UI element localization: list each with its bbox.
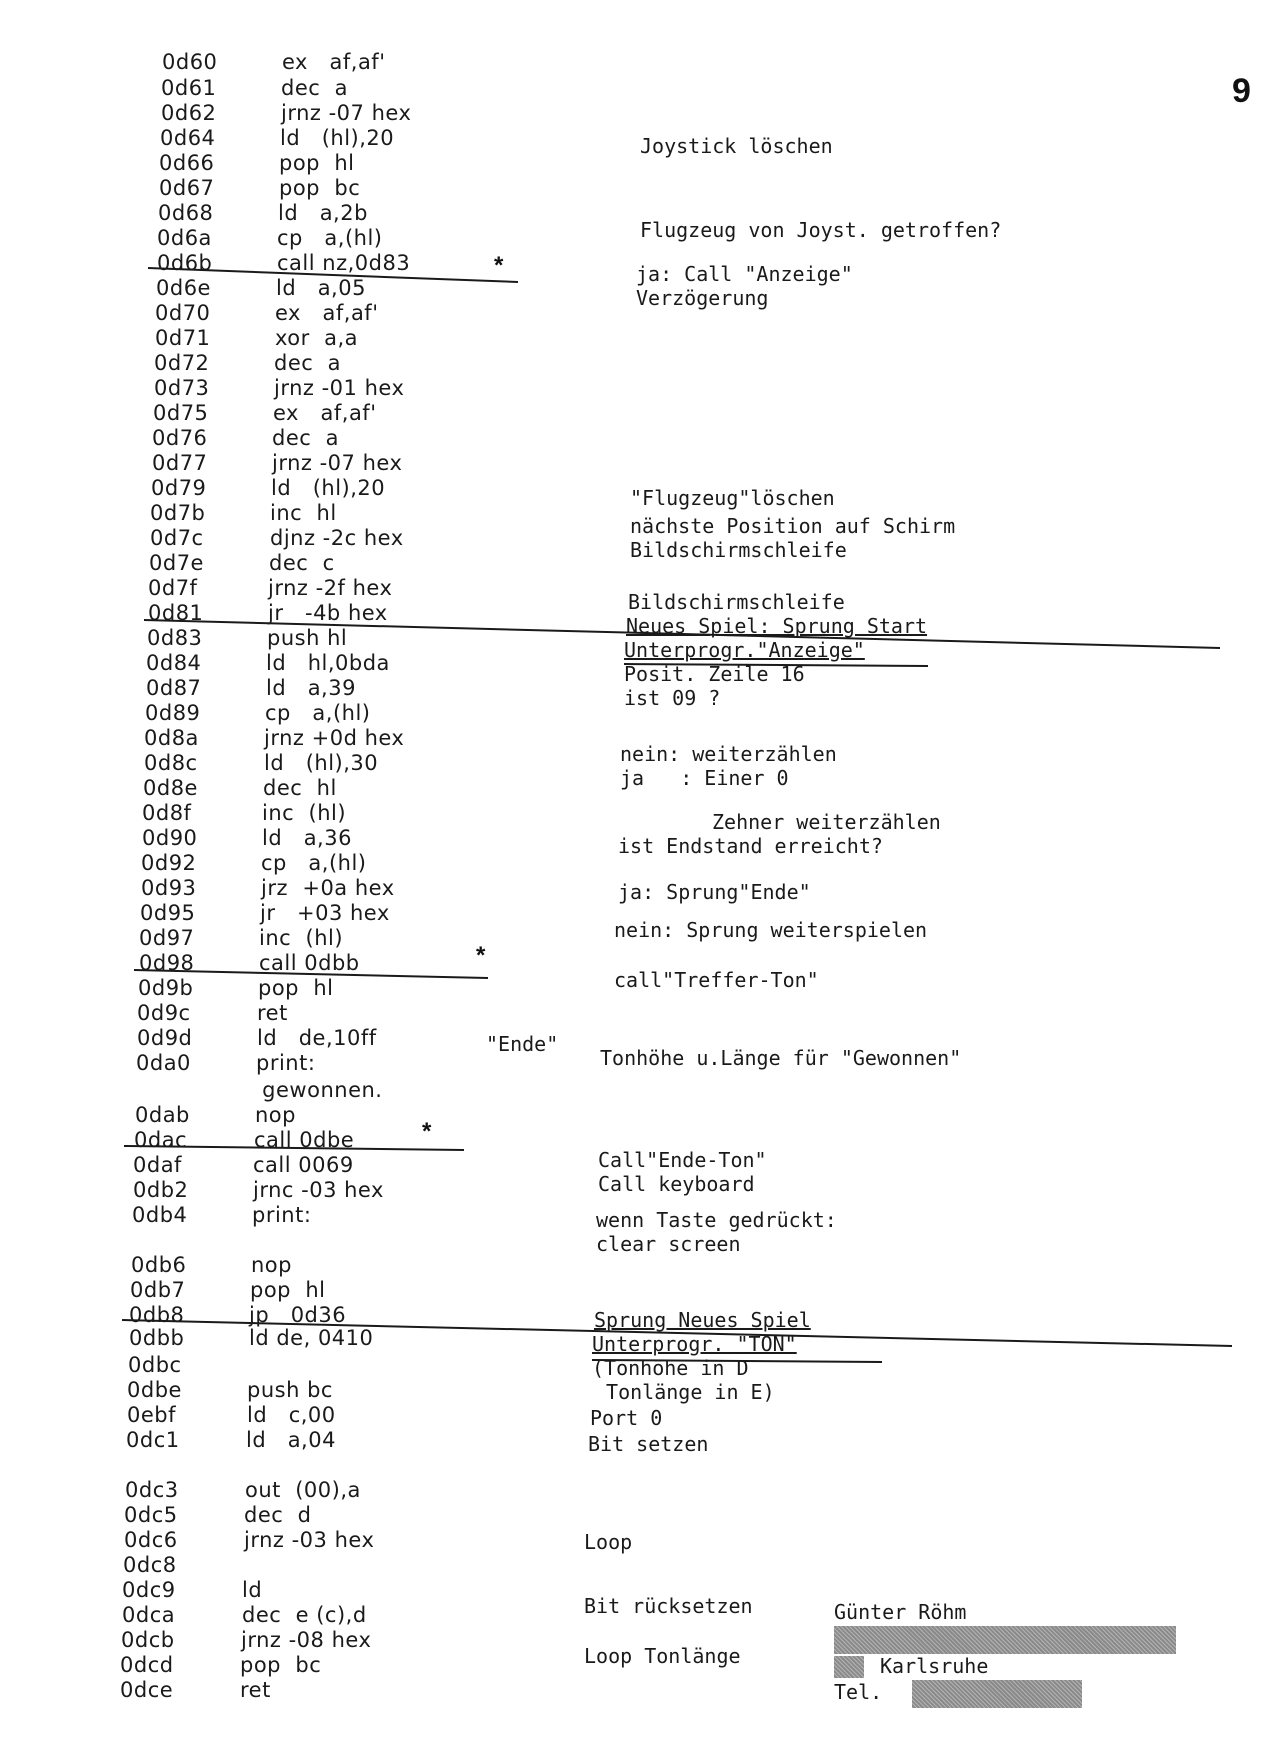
ende-label: "Ende" [486, 1032, 559, 1056]
comment-bit-setzen: Bit setzen [588, 1432, 709, 1456]
comment-ist-09: ist 09 ? [624, 686, 721, 710]
listing-address: 0d7f [148, 576, 198, 600]
listing-instruction: dec c [269, 551, 335, 575]
listing-address: 0d7c [150, 526, 204, 550]
listing-instruction: print: [256, 1051, 316, 1075]
comment-nein-weiterzaehlen: nein: weiterzählen [620, 742, 837, 766]
listing-instruction: cp a,(hl) [261, 851, 367, 875]
listing-address: 0d8f [142, 801, 192, 825]
comment-neues-spiel: Neues Spiel: Sprung Start [626, 614, 928, 638]
listing-address: 0dc8 [123, 1553, 177, 1577]
listing-instruction: ex af,af' [282, 50, 386, 74]
listing-instruction: ld a,05 [276, 276, 366, 300]
listing-instruction: ld (hl),20 [280, 126, 395, 150]
listing-address: 0db6 [131, 1253, 187, 1277]
comment-bildschirmschleife-1: Bildschirmschleife [630, 538, 847, 562]
comment-naechste-position: nächste Position auf Schirm [630, 514, 956, 538]
listing-instruction: ld hl,0bda [266, 651, 390, 675]
listing-address: 0d9c [137, 1001, 191, 1025]
listing-instruction: ld a,36 [262, 826, 352, 850]
listing-instruction: xor a,a [275, 326, 359, 350]
listing-address: 0d75 [153, 401, 209, 425]
listing-address: 0d61 [161, 76, 217, 100]
listing-instruction: nop [255, 1103, 296, 1127]
listing-address: 0dcd [120, 1653, 174, 1677]
listing-address: 0dbc [128, 1353, 182, 1377]
comment-flugzeug-loeschen: "Flugzeug"löschen [630, 486, 835, 510]
listing-instruction: jrnz -2f hex [268, 576, 393, 600]
comment-zehner: Zehner weiterzählen [712, 810, 941, 834]
comment-loop: Loop [584, 1530, 633, 1554]
listing-address: 0d90 [142, 826, 198, 850]
listing-instruction: dec a [272, 426, 340, 450]
listing-instruction: ld a,04 [246, 1428, 336, 1452]
listing-instruction: dec hl [263, 776, 337, 800]
listing-address: 0d6b [157, 251, 213, 275]
listing-instruction: inc (hl) [262, 801, 347, 825]
listing-instruction: ld de,10ff [257, 1026, 377, 1050]
comment-port-0: Port 0 [590, 1406, 663, 1430]
listing-address: 0d66 [159, 151, 215, 175]
listing-instruction: ld c,00 [247, 1403, 336, 1427]
comment-call-keyboard: Call keyboard [598, 1172, 755, 1196]
comment-posit-zeile: Posit. Zeile 16 [624, 662, 805, 686]
listing-instruction: jrnz -03 hex [244, 1528, 375, 1552]
listing-address: 0dc9 [122, 1578, 176, 1602]
listing-address: 0dc3 [125, 1478, 179, 1502]
comment-bit-ruecksetzen: Bit rücksetzen [584, 1594, 753, 1618]
listing-instruction: cp a,(hl) [265, 701, 371, 725]
listing-address: 0d70 [155, 301, 211, 325]
listing-address: 0dbb [129, 1326, 185, 1350]
listing-instruction: ld de, 0410 [249, 1326, 374, 1350]
listing-instruction: call 0dbe [254, 1128, 355, 1152]
listing-instruction: print: [252, 1203, 312, 1227]
listing-address: 0dce [120, 1678, 174, 1702]
listing-address: 0d76 [152, 426, 208, 450]
comment-treffer-ton: call"Treffer-Ton" [614, 968, 819, 992]
listing-address: 0db2 [133, 1178, 189, 1202]
listing-address: 0d89 [145, 701, 201, 725]
comment-tonhoehe-d: (Tonhöhe in D [592, 1356, 749, 1380]
listing-address: 0d79 [151, 476, 207, 500]
listing-address: 0d8e [143, 776, 198, 800]
listing-instruction: ld a,2b [278, 201, 368, 225]
comment-call-anzeige: ja: Call "Anzeige" [636, 262, 853, 286]
listing-address: 0db7 [130, 1278, 186, 1302]
listing-address: 0dc5 [124, 1503, 178, 1527]
comment-unterprogr-anzeige: Unterprogr."Anzeige" [624, 638, 865, 662]
comment-taste-gedrueckt: wenn Taste gedrückt: [596, 1208, 837, 1232]
listing-address: 0d87 [146, 676, 202, 700]
listing-instruction: ld a,39 [266, 676, 356, 700]
listing-instruction: jr +03 hex [260, 901, 390, 925]
listing-address: 0dcb [121, 1628, 175, 1652]
listing-address: 0ebf [127, 1403, 177, 1427]
listing-instruction: jrnz -07 hex [281, 101, 412, 125]
listing-instruction: jrnz -08 hex [241, 1628, 372, 1652]
listing-instruction: out (00),a [245, 1478, 361, 1502]
listing-instruction: jrnz +0d hex [264, 726, 405, 750]
listing-instruction: call nz,0d83 [277, 251, 411, 275]
listing-address: 0d6a [157, 226, 212, 250]
listing-address: 0d93 [141, 876, 197, 900]
listing-instruction: call 0069 [253, 1153, 354, 1177]
listing-address: 0d72 [154, 351, 210, 375]
listing-instruction: cp a,(hl) [277, 226, 383, 250]
listing-instruction: pop bc [240, 1653, 322, 1677]
listing-instruction: dec a [281, 76, 349, 100]
listing-address: 0dab [135, 1103, 190, 1127]
author-tel-label: Tel. [834, 1680, 883, 1704]
comment-getroffen: Flugzeug von Joyst. getroffen? [640, 218, 1002, 242]
marker-asterisk-1: * [494, 252, 504, 279]
listing-instruction: jr -4b hex [268, 601, 388, 625]
listing-instruction: gewonnen. [255, 1078, 383, 1102]
listing-address: 0d8a [144, 726, 199, 750]
listing-instruction: jrz +0a hex [261, 876, 395, 900]
listing-instruction: pop hl [258, 976, 334, 1000]
listing-address: 0d92 [141, 851, 197, 875]
listing-address: 0daf [133, 1153, 182, 1177]
listing-instruction: jrnc -03 hex [253, 1178, 384, 1202]
listing-instruction: ex af,af' [273, 401, 377, 425]
listing-address: 0da0 [136, 1051, 191, 1075]
listing-instruction: nop [251, 1253, 292, 1277]
listing-address: 0dc1 [126, 1428, 180, 1452]
listing-instruction: pop hl [279, 151, 355, 175]
listing-instruction: ret [240, 1678, 271, 1702]
listing-instruction: dec e (c),d [242, 1603, 367, 1627]
comment-clear-screen: clear screen [596, 1232, 741, 1256]
page-number: 9 [1232, 72, 1251, 110]
comment-loop-tonlaenge: Loop Tonlänge [584, 1644, 741, 1668]
listing-address: 0d7e [149, 551, 204, 575]
marker-asterisk-3: * [422, 1118, 432, 1145]
listing-address: 0d95 [140, 901, 196, 925]
listing-instruction: push bc [247, 1378, 333, 1402]
comment-joystick-loeschen: Joystick löschen [640, 134, 833, 158]
listing-address: 0d98 [139, 951, 195, 975]
listing-address: 0d60 [162, 50, 218, 74]
listing-instruction: jrnz -01 hex [274, 376, 405, 400]
listing-address: 0dc6 [124, 1528, 178, 1552]
listing-instruction: pop bc [279, 176, 361, 200]
listing-instruction: push hl [267, 626, 348, 650]
marker-asterisk-2: * [476, 942, 486, 969]
listing-instruction: djnz -2c hex [270, 526, 404, 550]
listing-address: 0dca [122, 1603, 176, 1627]
listing-address: 0d67 [159, 176, 215, 200]
listing-address: 0d9d [137, 1026, 193, 1050]
listing-instruction: jrnz -07 hex [272, 451, 403, 475]
listing-instruction: inc (hl) [259, 926, 344, 950]
listing-instruction: call 0dbb [259, 951, 360, 975]
listing-instruction: ld (hl),20 [271, 476, 386, 500]
listing-address: 0d68 [158, 201, 214, 225]
listing-address: 0db4 [132, 1203, 188, 1227]
comment-verzoegerung: Verzögerung [636, 286, 769, 310]
listing-address: 0d8c [144, 751, 198, 775]
author-city: Karlsruhe [880, 1654, 989, 1678]
listing-instruction: ld (hl),30 [264, 751, 379, 775]
comment-bildschirmschleife-2: Bildschirmschleife [628, 590, 845, 614]
listing-address: 0d73 [154, 376, 210, 400]
listing-instruction: dec a [274, 351, 342, 375]
listing-instruction: dec d [244, 1503, 312, 1527]
listing-address: 0d83 [147, 626, 203, 650]
listing-address: 0d64 [160, 126, 216, 150]
comment-tonlaenge-e: Tonlänge in E) [594, 1380, 775, 1404]
listing-address: 0d81 [148, 601, 204, 625]
listing-address: 0dbe [127, 1378, 182, 1402]
listing-instruction: ld [242, 1578, 263, 1602]
comment-ja-einer: ja : Einer 0 [620, 766, 789, 790]
listing-instruction: ex af,af' [275, 301, 379, 325]
listing-address: 0d97 [139, 926, 195, 950]
listing-address: 0d6e [156, 276, 211, 300]
comment-endstand: ist Endstand erreicht? [618, 834, 883, 858]
comment-sprung-neues-spiel: Sprung Neues Spiel [594, 1308, 811, 1332]
listing-instruction: ret [257, 1001, 288, 1025]
listing-address: 0db8 [129, 1303, 185, 1327]
comment-weiterspielen: nein: Sprung weiterspielen [614, 918, 928, 942]
author-name: Günter Röhm [834, 1600, 967, 1624]
comment-unterprogr-ton: Unterprogr. "TON" [592, 1332, 797, 1356]
listing-instruction: inc hl [270, 501, 337, 525]
listing-instruction: pop hl [250, 1278, 326, 1302]
listing-address: 0d62 [161, 101, 217, 125]
listing-instruction: jp 0d36 [249, 1303, 347, 1327]
listing-address: 0d71 [155, 326, 211, 350]
listing-address: 0d77 [152, 451, 208, 475]
listing-address: 0dac [134, 1128, 188, 1152]
comment-tonhoehe-gewonnen: Tonhöhe u.Länge für "Gewonnen" [600, 1046, 962, 1070]
comment-ende-ton: Call"Ende-Ton" [598, 1148, 767, 1172]
listing-address: 0d9b [138, 976, 194, 1000]
listing-address: 0d84 [146, 651, 202, 675]
listing-address: 0d7b [150, 501, 206, 525]
comment-sprung-ende: ja: Sprung"Ende" [618, 880, 811, 904]
